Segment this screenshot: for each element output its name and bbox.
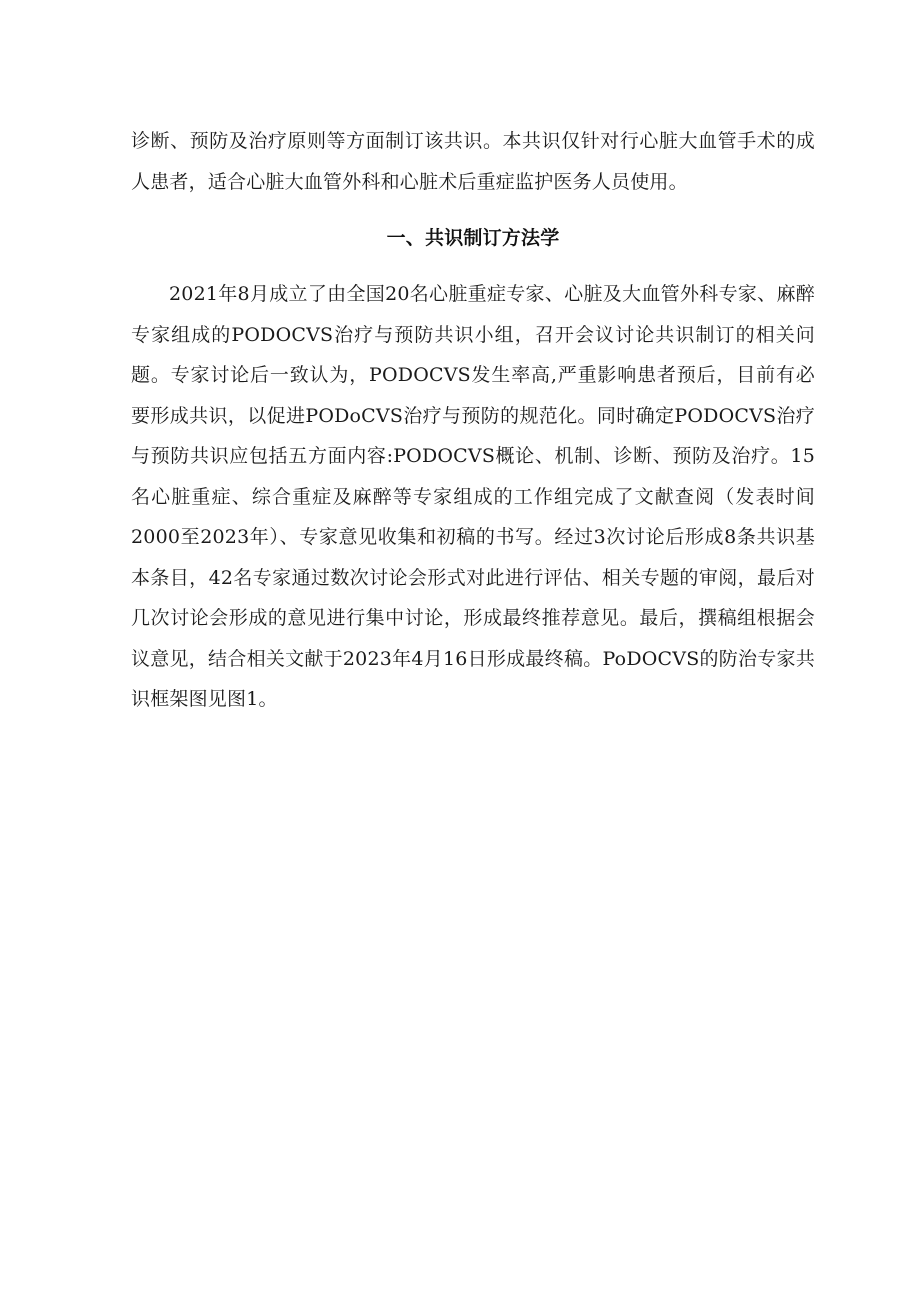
section-heading: 一、共识制订方法学 — [386, 227, 560, 249]
body-paragraph: 2021年8月成立了由全国20名心脏重症专家、心脏及大血管外科专家、麻醉专家组成的PODOCVS治疗与预防共识小组，召开会议讨论共识制订的相关问题。专家讨论后一致认为，PODOCVS发生率高,严重影响患者预后，目前有必要形成共识，以促进PODoCVS治疗与预防的规范化。同时确定PODOCVS治疗与预防共识应包括五方面内容:PODOCVS概论、机制、诊断、预防及治疗。15名心脏重症、综合重症及麻醉等专家组成的工作组完成了文献查阅（发表时间2000至2023年）、专家意见收集和初稿的书写。经过3次讨论后形成8条共识基本条目，42名专家通过数次讨论会形式对此进行评估、相关专题的审阅，最后对几次讨论会形成的意见进行集中讨论，形成最终推荐意见。最后，撰稿组根据会议意见，结合相关文献于2023年4月16日形成最终稿。PoDOCVS的防治专家共识框架图见图1。 — [131, 283, 815, 710]
continuation-paragraph: 诊断、预防及治疗原则等方面制订该共识。本共识仅针对行心脏大血管手术的成人患者，适合心脏大血管外科和心脏术后重症监护医务人员使用。 — [131, 130, 815, 193]
document-content — [131, 121, 815, 720]
